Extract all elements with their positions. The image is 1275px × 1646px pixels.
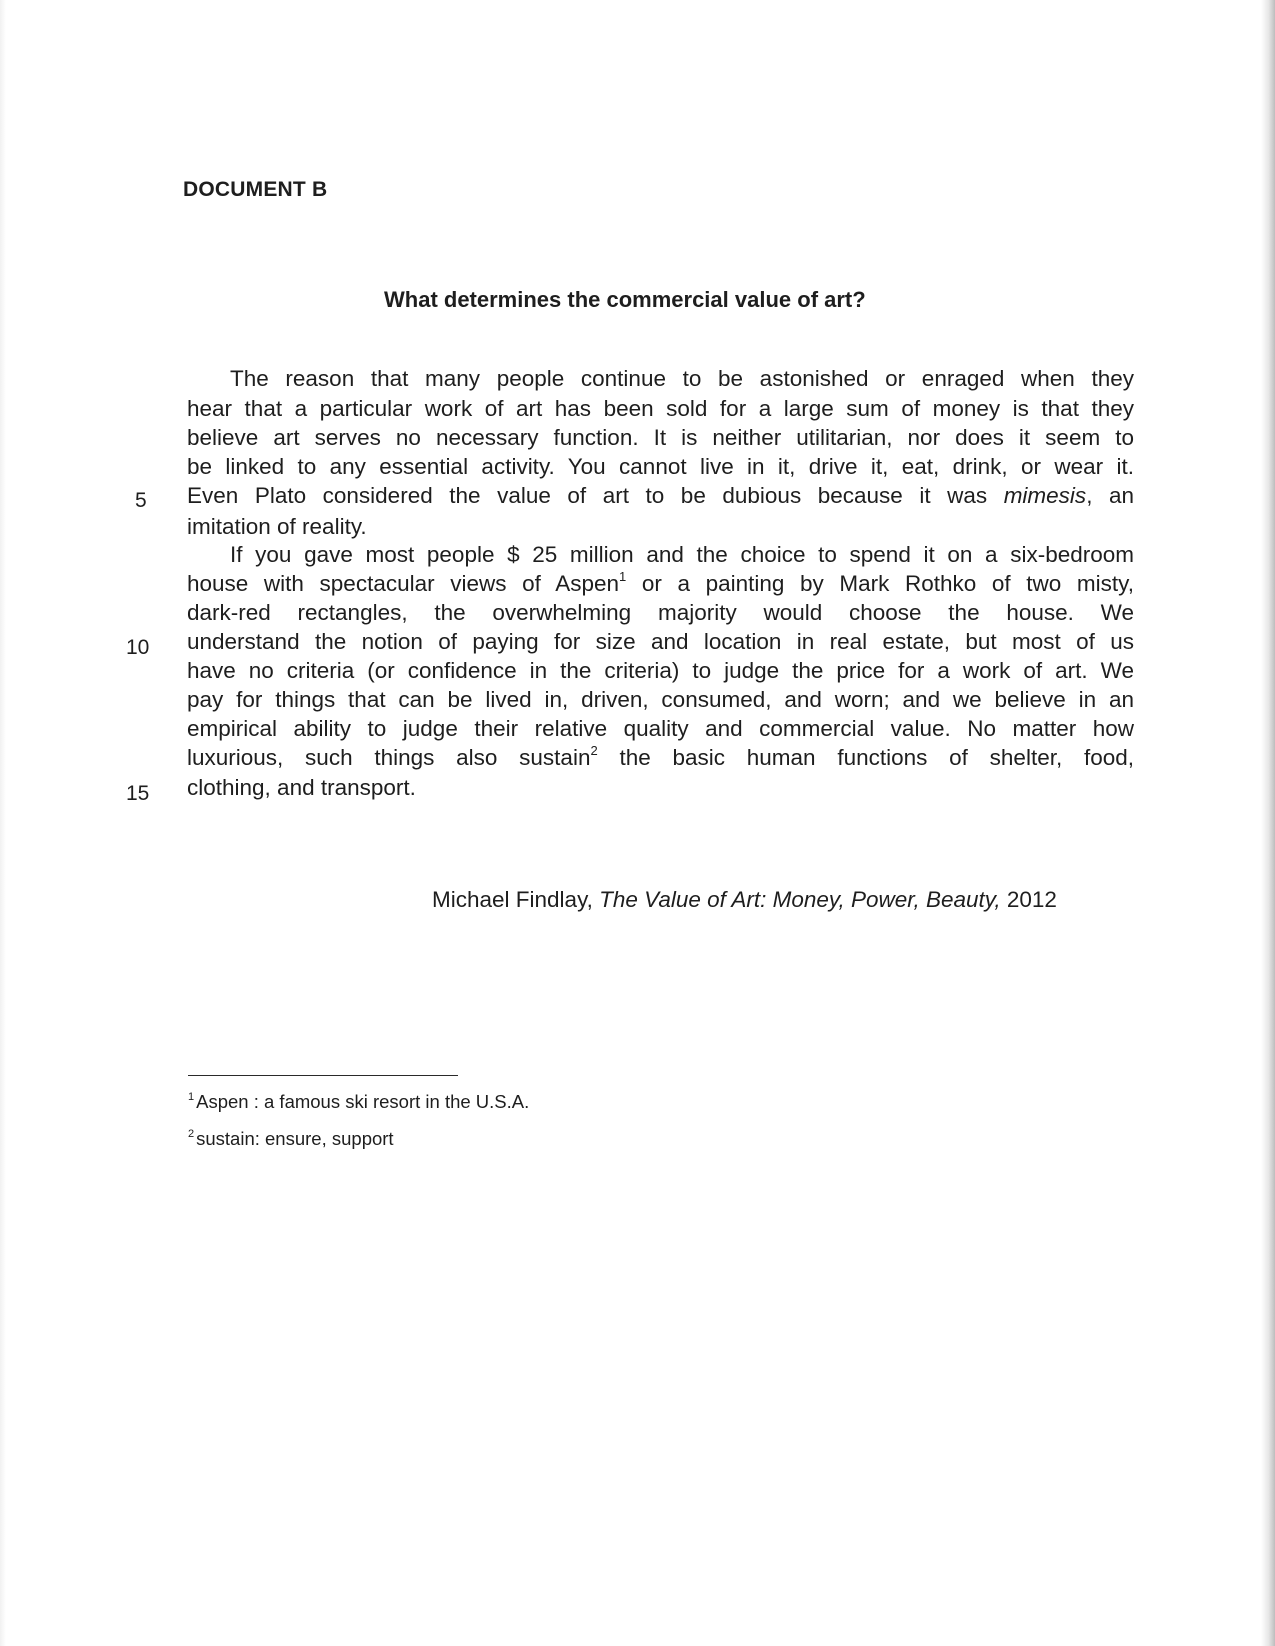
document-title: What determines the commercial value of art? [384, 287, 866, 312]
line-text: or a painting by Mark Rothko of two misty, [626, 571, 1134, 596]
italic-term: mimesis [1003, 483, 1087, 508]
passage-line [187, 743, 1134, 773]
passage-line: dark-red rectangles, the overwhelming majority would choose the house. We [187, 600, 1134, 625]
attribution-author: Michael Findlay, [432, 887, 600, 912]
passage-line [187, 569, 1134, 599]
line-text: house with spectacular views of Aspen [187, 571, 620, 596]
footnote-text: Aspen : a famous ski resort in the U.S.A. [196, 1091, 530, 1112]
passage-line: be linked to any essential activity. You cannot live in it, drive it, eat, drink, or wear it. [187, 454, 1134, 479]
passage-line: pay for things that can be lived in, driven, consumed, and worn; and we believe in an [187, 687, 1134, 712]
scan-edge-left [0, 0, 6, 1646]
attribution-work: The Value of Art: Money, Power, Beauty, [599, 887, 1001, 912]
line-number: 5 [135, 489, 147, 512]
footnote-ref: 1 [619, 569, 627, 584]
line-text: , an [1086, 483, 1135, 508]
footnote-ref: 2 [590, 743, 598, 758]
line-text: the basic human functions of shelter, food, [597, 745, 1135, 770]
line-number: 10 [126, 636, 150, 659]
footnote-divider [188, 1075, 458, 1076]
footnote-marker: 1 [188, 1091, 195, 1103]
footnote [188, 1090, 529, 1114]
line-number: 15 [126, 782, 150, 805]
footnote-text: sustain: ensure, support [196, 1128, 394, 1149]
line-text: Even Plato considered the value of art to be dubious because it was [187, 483, 1004, 508]
attribution-year: 2012 [1000, 887, 1057, 912]
passage-line: have no criteria (or confidence in the criteria) to judge the price for a work of art. We [187, 658, 1134, 683]
passage-line: understand the notion of paying for size and location in real estate, but most of us [187, 629, 1134, 654]
document-label: DOCUMENT B [183, 178, 328, 201]
passage-line [187, 481, 1134, 511]
footnote-marker: 2 [188, 1128, 195, 1140]
passage-line: empirical ability to judge their relative quality and commercial value. No matter how [187, 716, 1134, 741]
line-text: luxurious, such things also sustain [187, 745, 591, 770]
attribution [432, 885, 1057, 915]
footnote [188, 1127, 394, 1151]
passage-line: If you gave most people $ 25 million and the choice to spend it on a six-bedroom [230, 542, 1134, 567]
scan-edge-right [1261, 0, 1275, 1646]
passage-line: clothing, and transport. [187, 775, 416, 800]
passage-line: imitation of reality. [187, 514, 367, 539]
passage-line: hear that a particular work of art has been sold for a large sum of money is that they [187, 396, 1134, 421]
passage-line: The reason that many people continue to be astonished or enraged when they [230, 366, 1134, 391]
passage-line: believe art serves no necessary function. It is neither utilitarian, nor does it seem to [187, 425, 1134, 450]
